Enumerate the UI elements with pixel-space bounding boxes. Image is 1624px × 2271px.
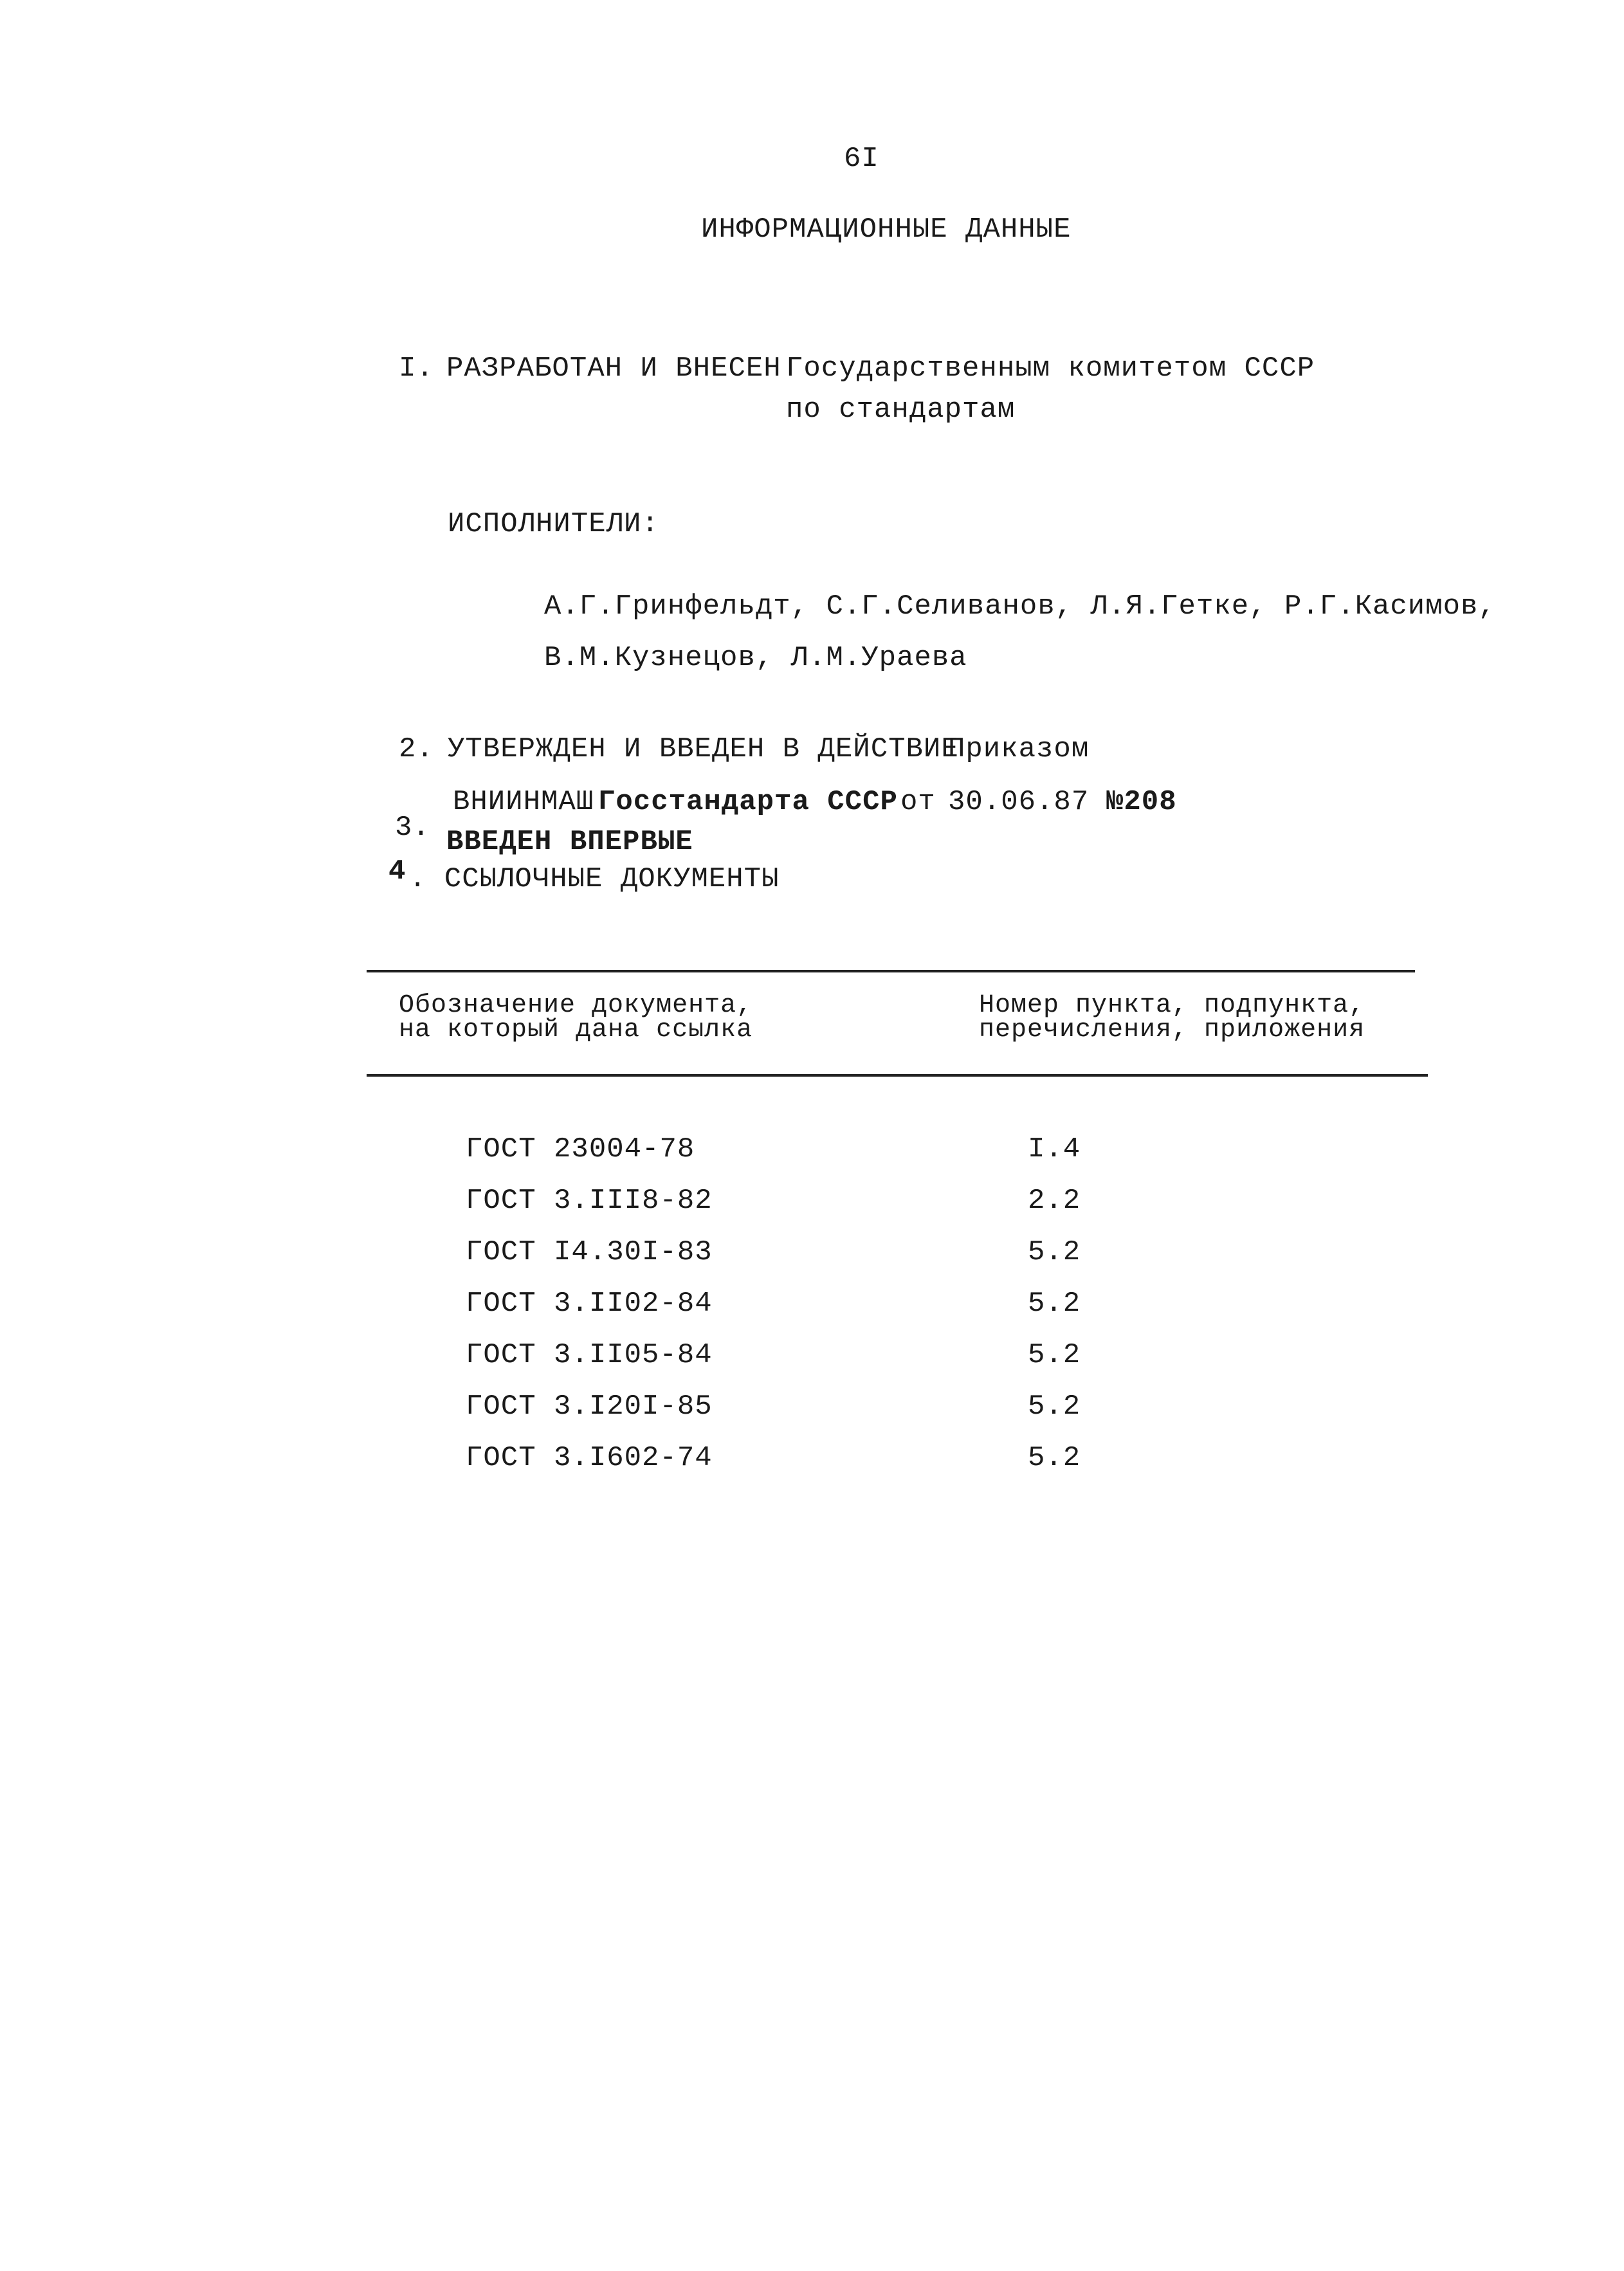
row-doc: ГОСТ 3.II02-84 xyxy=(466,1288,713,1320)
row-doc: ГОСТ 3.III8-82 xyxy=(466,1185,713,1217)
executors-line2: В.М.Кузнецов, Л.М.Ураева xyxy=(544,642,967,674)
row-clause: 5.2 xyxy=(1028,1236,1081,1268)
table-header-rule xyxy=(367,1074,1428,1077)
section-4-label: . ССЫЛОЧНЫЕ ДОКУМЕНТЫ xyxy=(409,863,780,895)
section-1-body-line2: по стандартам xyxy=(786,394,1016,426)
row-doc: ГОСТ 23004-78 xyxy=(466,1133,695,1165)
page-title: ИНФОРМАЦИОННЫЕ ДАННЫЕ xyxy=(701,214,1072,246)
table-top-rule xyxy=(367,970,1415,972)
section-3-number: 3. xyxy=(395,812,430,844)
row-clause: 2.2 xyxy=(1028,1185,1081,1217)
section-1-body-line1: Государственным комитетом СССР xyxy=(786,352,1315,385)
row-doc: ГОСТ 3.II05-84 xyxy=(466,1339,713,1371)
row-clause: 5.2 xyxy=(1028,1391,1081,1423)
col2-header-line1: Номер пункта, подпункта, xyxy=(979,991,1365,1020)
executors-line1: А.Г.Гринфельдт, С.Г.Селиванов, Л.Я.Гетке, Р.Г.Касимов, xyxy=(544,590,1496,623)
section-2-org: ВНИИНМАШ xyxy=(453,786,594,818)
section-2-org-rest: Госстандарта СССР xyxy=(598,786,898,818)
col1-header-line2: на который дана ссылка xyxy=(399,1016,753,1044)
section-4-number: 4 xyxy=(388,855,406,888)
section-2-order-number: №208 xyxy=(1106,786,1177,818)
col2-header-line2: перечисления, приложения xyxy=(979,1016,1365,1044)
row-clause: 5.2 xyxy=(1028,1339,1081,1371)
page-number: 6I xyxy=(844,143,879,175)
col1-header-line1: Обозначение документа, xyxy=(399,991,753,1020)
section-2-order-word: Приказом xyxy=(948,733,1090,765)
row-doc: ГОСТ 3.I20I-85 xyxy=(466,1391,713,1423)
row-clause: 5.2 xyxy=(1028,1442,1081,1474)
section-2-number: 2. xyxy=(399,733,434,765)
section-3-label: ВВЕДЕН ВПЕРВЫЕ xyxy=(446,826,693,858)
row-clause: I.4 xyxy=(1028,1133,1081,1165)
section-2-label: УТВЕРЖДЕН И ВВЕДЕН В ДЕЙСТВИЕ xyxy=(448,733,959,765)
section-1-number: I. xyxy=(399,352,434,385)
row-clause: 5.2 xyxy=(1028,1288,1081,1320)
executors-label: ИСПОЛНИТЕЛИ: xyxy=(448,508,659,540)
section-1-label: РАЗРАБОТАН И ВНЕСЕН xyxy=(446,352,781,385)
row-doc: ГОСТ I4.30I-83 xyxy=(466,1236,713,1268)
section-2-from: от xyxy=(900,786,936,818)
section-2-date: 30.06.87 xyxy=(948,786,1090,818)
row-doc: ГОСТ 3.I602-74 xyxy=(466,1442,713,1474)
